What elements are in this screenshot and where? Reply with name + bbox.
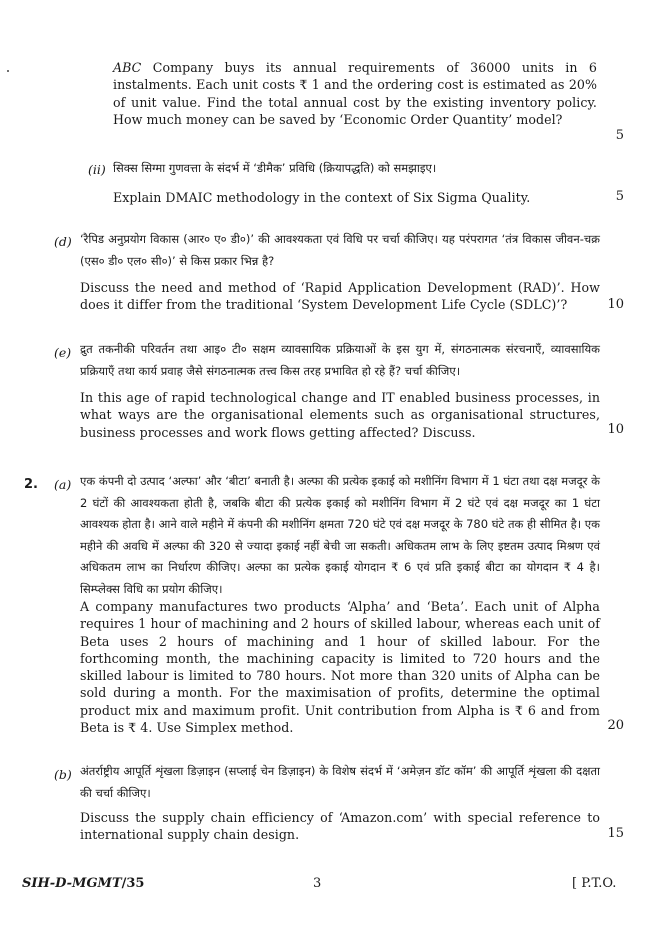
q2b-english: Discuss the supply chain efficiency of ‘Amazon.com’ with special reference to international supply chain design.: [80, 810, 600, 843]
q2-number: 2.: [24, 477, 38, 492]
q2a-marks: 20: [607, 718, 624, 733]
q1d-marks: 10: [607, 297, 624, 312]
q1c-ii-hindi: सिक्स सिग्मा गुणवत्ता के संदर्भ में ‘डीमैक’ प्रविधि (क्रियापद्धति) को समझाइए।: [113, 161, 437, 175]
q2a-english: A company manufactures two products ‘Alpha’ and ‘Beta’. Each unit of Alpha requires 1 hour of machining and 2 hours of skilled labour, whereas each unit of Beta uses 2 hours of machining and 1 hour of skilled labour. For the forthcoming month, the machining capacity is limited to 720 hours and the skilled labour is limited to 780 hours. Not more than 320 units of Alpha can be sold during a month. For the maximisation of profits, determine the optimal product mix and maximum profit. Unit contribution from Alpha is ₹ 6 and from Beta is ₹ 4. Use Simplex method.: [80, 599, 600, 736]
q1e-hindi: द्रुत तकनीकी परिवर्तन तथा आइ० टी० सक्षम व्यावसायिक प्रक्रियाओं के इस युग में, संगठनात्मक संरचनाएँ, व्यावसायिक प्रक्रियाएँ तथा कार्य प्रवाह जैसे संगठनात्मक तत्त्व किस तरह प्रभावित हो रहे हैं? चर्चा कीजिए।: [80, 342, 600, 378]
q2a-hindi: एक कंपनी दो उत्पाद ‘अल्फा’ और ‘बीटा’ बनाती है। अल्फा की प्रत्येक इकाई को मशीनिंग विभाग में 1 घंटा तथा दक्ष मजदूर के 2 घंटों की आवश्यकता होती है, जबकि बीटा की प्रत्येक इकाई को मशीनिंग विभाग में 2 घंटे एवं दक्ष मजदूर का 1 घंटा आवश्यक होता है। आने वाले महीने में कंपनी की मशीनिंग क्षमता 720 घंटे एवं दक्ष मजदूर के 780 घंटे तक ही सीमित है। एक महीने की अवधि में अल्फा की 320 से ज्यादा इकाई नहीं बेची जा सकती। अधिकतम लाभ के लिए इष्टतम उत्पाद मिश्रण एवं अधिकतम लाभ का निर्धारण कीजिए। अल्फा का प्रत्येक इकाई योगदान ₹ 6 एवं प्रति इकाई बीटा का योगदान ₹ 4 है। सिम्प्लेक्स विधि का प्रयोग कीजिए।: [80, 474, 600, 596]
paper-code-number: 35: [126, 876, 145, 891]
q2b-hindi: अंतर्राष्ट्रीय आपूर्ति शृंखला डिज़ाइन (सप्लाई चेन डिज़ाइन) के विशेष संदर्भ में ‘अमेज़न डॉट कॉम’ की आपूर्ति शृंखला की दक्षता की चर्चा कीजिए।: [80, 764, 600, 800]
q1e-label: (e): [54, 345, 72, 360]
q1c-ii-marks: 5: [615, 189, 624, 204]
q1e-english: In this age of rapid technological change and IT enabled business processes, in what ways are the organisational elements such as organisational structures, business processes and work flows getting affected? Discuss.: [80, 390, 600, 440]
q1e-marks: 10: [607, 422, 624, 437]
q1d-label: (d): [54, 234, 72, 249]
page-number: 3: [313, 876, 322, 891]
q1c-ii-label: (ii): [88, 162, 106, 177]
q1d-hindi: ‘रैपिड अनुप्रयोग विकास (आर० ए० डी०)’ की आवश्यकता एवं विधि पर चर्चा कीजिए। यह परंपरागत ‘तंत्र विकास जीवन-चक्र (एस० डी० एल० सी०)’ से किस प्रकार भिन्न है?: [80, 232, 600, 268]
q1c-marks: 5: [615, 128, 624, 143]
company-name: ABC: [113, 60, 142, 75]
footer-paper-code: SIH-D-MGMT/35: [22, 876, 145, 891]
q1d-english: Discuss the need and method of ‘Rapid Application Development (RAD)’. How does it differ from the traditional ‘System Development Life Cycle (SDLC)’?: [80, 280, 600, 313]
q2b-label: (b): [54, 767, 72, 782]
paper-code: SIH-D-MGMT: [22, 876, 122, 891]
scan-speck: [7, 70, 9, 72]
q1c-ii-english: Explain DMAIC methodology in the context of Six Sigma Quality.: [113, 190, 531, 205]
q2a-label: (a): [54, 477, 72, 492]
pto-mark: [ P.T.O.: [572, 876, 617, 891]
q1c-continuation-text: ABC Company buys its annual requirements of 36000 units in 6 instalments. Each unit costs ₹ 1 and the ordering cost is estimated as 20% of unit value. Find the total annual cost by the existing inventory policy. How much money can be saved by ‘Economic Order Quantity’ model?: [113, 60, 597, 127]
q2b-marks: 15: [607, 826, 624, 841]
